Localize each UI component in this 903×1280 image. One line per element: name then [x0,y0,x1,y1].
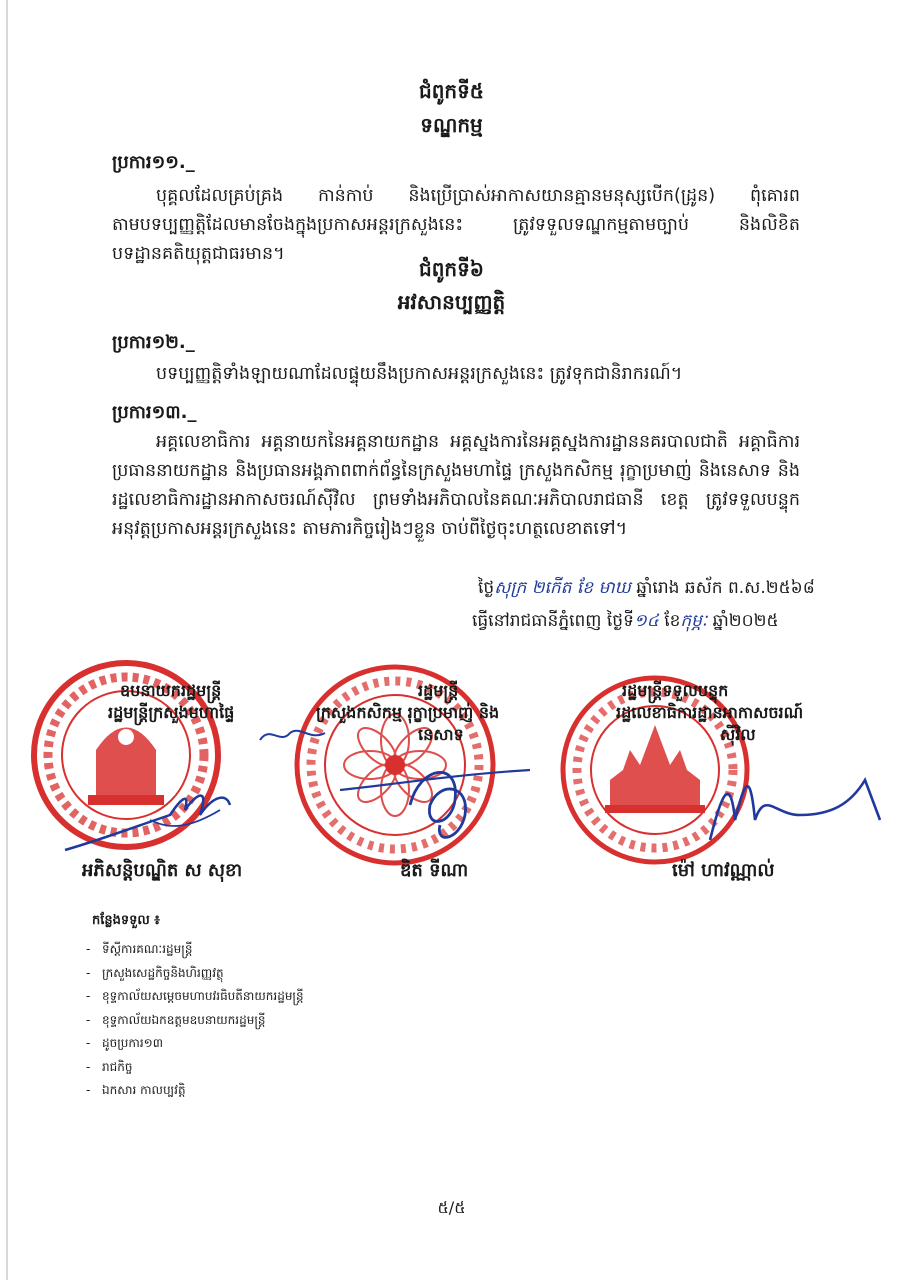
chapter6-heading: ជំពូកទី៦ [419,257,484,281]
solar-year: ឆ្នាំ២០២៥ [712,611,779,631]
list-item: - ឯកសារ កាលប្បវត្តិ [86,1083,186,1097]
chapter5-heading: ជំពូកទី៥ [419,79,484,103]
signature-1 [60,770,260,860]
recipients-title: កន្លែងទទួល ៖ [92,913,161,928]
signatory-3-title1: រដ្ឋមន្ត្រីទទួលបន្ទុក [622,681,729,700]
list-item: - ទីស្តីការគណៈរដ្ឋមន្ត្រី [86,942,193,956]
list-item: - ក្រសួងសេដ្ឋកិច្ចនិងហិរញ្ញវត្ថុ [86,965,224,980]
solar-date [472,610,779,635]
initial-mark [255,715,335,755]
solar-month-prefix: ខែ [664,611,681,631]
chapter5-title: ទណ្ឌកម្ម [420,113,483,137]
solar-prefix: ធ្វើនៅរាជធានីភ្នំពេញ ថ្ងៃទី [472,611,634,631]
lunar-suffix: ឆ្នាំរោង ឆស័ក ព.ស.២៥៦៨ [636,578,815,598]
recipients-list [86,938,304,1103]
signatory-1-title1: ឧបនាយករដ្ឋមន្ត្រី [120,681,222,700]
signatory-1-title [108,680,234,724]
list-item: - រាជកិច្ច [86,1059,133,1074]
signatory-3-title3: ស៊ីវិល [720,725,756,744]
lunar-date [478,577,815,602]
solar-day: ១៤ [633,611,659,631]
lunar-prefix: ថ្ងៃ [478,578,495,598]
article12-text: បទប្បញ្ញត្តិទាំងឡាយណាដែលផ្ទុយនឹងប្រកាសអន្តរក្រសួងនេះ ត្រូវទុកជានិរាករណ៍។ [156,364,683,384]
signatory-3-title [616,680,804,746]
list-item: - ដូចប្រការ១៣ [86,1036,163,1050]
article12-label: ប្រការ១២._ [112,332,195,353]
signatory-1-name: អភិសន្តិបណ្ឌិត ស សុខា [82,860,243,881]
signatory-2-title1: រដ្ឋមន្ត្រី [418,681,459,700]
solar-month: កុម្ភៈ [680,611,708,631]
signature-2 [330,745,540,855]
article11-text: បុគ្គលដែលគ្រប់គ្រង កាន់កាប់ និងប្រើប្រាស់អាកាសយានគ្មានមនុស្សបើក(ដ្រូន) ពុំគោរពតាមបទប្បញ្ញត្តិដែលមានចែងក្នុងប្រកាសអន្តរក្រសួងនេះ ត្រូវទទួលទណ្ឌកម្មតាមច្បាប់ និងលិខិតបទដ្ឋានគតិយុត្តជាធរមាន។ [112,186,800,264]
list-item: - ខុទ្ទកាល័យសម្តេចមហាបវរធិបតីនាយករដ្ឋមន្ត្រី [86,989,304,1003]
signature-3 [690,760,890,850]
signatory-3-name: ម៉ៅ ហាវណ្ណាល់ [672,860,775,881]
scan-edge [6,0,8,1280]
signatory-2-title2: ក្រសួងកសិកម្ម រុក្ខាប្រមាញ់ និង [316,703,500,722]
chapter6-title: អវសានប្បញ្ញត្តិ [397,290,506,314]
list-item: - ខុទ្ទកាល័យឯកឧត្តមឧបនាយករដ្ឋមន្ត្រី [86,1012,266,1027]
signatory-3-title2: រដ្ឋលេខាធិការដ្ឋានអាកាសចរណ៍ [616,703,804,722]
page-number: ៥/៥ [437,1198,466,1217]
signatory-2-title [316,680,500,746]
article13-text: អគ្គលេខាធិការ អគ្គនាយកនៃអគ្គនាយកដ្ឋាន អគ្គស្នងការនៃអគ្គស្នងការដ្ឋាននគរបាលជាតិ អគ្គាធិការ ប្រធាននាយកដ្ឋាន និងប្រធានអង្គភាពពាក់ព័ន្ធនៃក្រសួងមហាផ្ទៃ ក្រសួងកសិកម្ម រុក្ខាប្រមាញ់ និងនេសាទ និងរដ្ឋលេខាធិការដ្ឋានអាកាសចរណ៍ស៊ីវិល ព្រមទាំងអភិបាលនៃគណៈអភិបាលរាជធានី ខេត្ត ត្រូវទទួលបន្ទុកអនុវត្តប្រកាសអន្តរក្រសួងនេះ តាមភារកិច្ចរៀងៗខ្លួន ចាប់ពីថ្ងៃចុះហត្ថលេខាតទៅ។ [112,432,800,539]
signatory-1-title2: រដ្ឋមន្ត្រីក្រសួងមហាផ្ទៃ [108,703,235,722]
signatory-2-title3: នេសាទ [418,725,464,744]
signatory-2-name: ឌិត ទីណា [400,860,469,881]
article13-label: ប្រការ១៣._ [112,402,197,423]
article11-label: ប្រការ១១._ [112,152,195,173]
lunar-handwritten: សុក្រ ២កើត ខែ មាឃ [494,578,631,598]
